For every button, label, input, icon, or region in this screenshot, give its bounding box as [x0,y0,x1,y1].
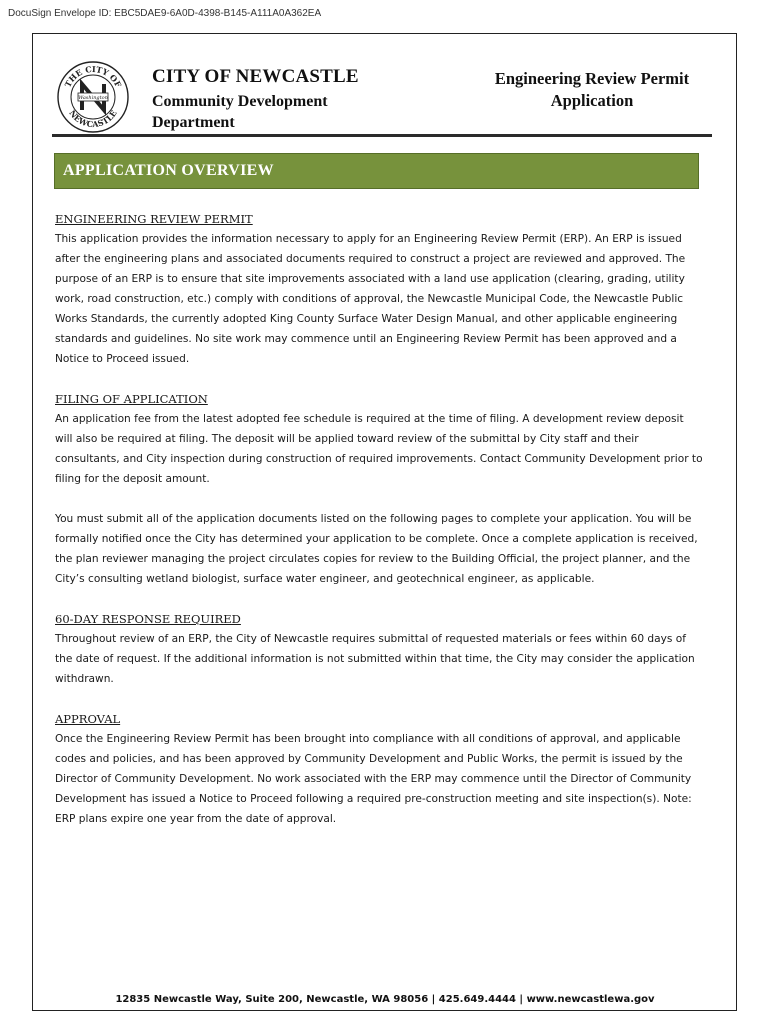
section-heading: FILING OF APPLICATION [55,392,208,406]
city-title: CITY OF NEWCASTLE [152,66,359,87]
svg-text:Washington: Washington [78,95,108,101]
paragraph: You must submit all of the application documents listed on the following pages to complete your application. You will be formally notified once the City has determined your application to be complete. Once a complete application is received, the plan reviewer managing the project circulates copies for review to the Building Official, the project planner, and the City’s consulting wetland biologist, surface water engineer, and geotechnical engineer, as applicable. [55,513,698,585]
form-title: Engineering Review Permit Application [494,69,690,110]
paragraph: This application provides the information necessary to apply for an Engineering Review Permit (ERP). An ERP is issued after the engineering plans and associated documents required to construct a project are reviewed and approved. The purpose of an ERP is to ensure that site improvements associated with a land use application (clearing, grading, utility work, road construction, etc.) comply with conditions of approval, the Newcastle Municipal Code, the Newcastle Public Works Standards, the currently adopted King County Surface Water Design Manual, and other applicable engineering standards and guidelines. No site work may commence until an Engineering Review Permit has been approved and a Notice to Proceed issued. [55,233,686,365]
docusign-envelope-id: DocuSign Envelope ID: EBC5DAE9-6A0D-4398-B145-A111A0A362EA [8,8,322,19]
paragraph: Once the Engineering Review Permit has been brought into compliance with all conditions of approval, and applicable codes and policies, and has been approved by Community Development and Public Works, the permit is issued by the Director of Community Development. No work associated with the ERP may commence until the Director of Community Development has issued a Notice to Proceed following a required pre-construction meeting and site inspection(s). Note: ERP plans expire one year from the date of approval. [55,733,692,825]
section-heading: 60-DAY RESPONSE REQUIRED [55,612,241,626]
city-seal-logo [56,60,130,134]
section-heading: ENGINEERING REVIEW PERMIT [55,212,253,226]
document-header [52,58,712,137]
section-engineering-review-permit [55,209,703,369]
footer-contact: 12835 Newcastle Way, Suite 200, Newcastle, WA 98056 | 425.649.4444 | www.newcastlewa.gov [115,994,655,1005]
svg-text:NEWCASTLE: NEWCASTLE [67,108,119,130]
section-banner-title: APPLICATION OVERVIEW [63,162,274,179]
paragraph: Throughout review of an ERP, the City of Newcastle requires submittal of requested materials or fees within 60 days of the date of request. If the additional information is not submitted within that time, the City may consider the application withdrawn. [55,633,695,685]
section-heading: APPROVAL [55,712,121,726]
paragraph: An application fee from the latest adopted fee schedule is required at the time of filing. A development review deposit will also be required at filing. The deposit will be applied toward review of the submittal by City staff and their consultants, and City inspection during construction of required improvements. Contact Community Development prior to filing for the deposit amount. [55,413,703,485]
section-banner [54,153,699,189]
department-title: Community Development Department [152,93,328,131]
document-body [55,209,703,829]
svg-text:THE CITY OF: THE CITY OF [62,63,124,89]
section-60-day-response [55,609,703,689]
section-approval [55,709,703,829]
section-filing-of-application [55,389,703,589]
